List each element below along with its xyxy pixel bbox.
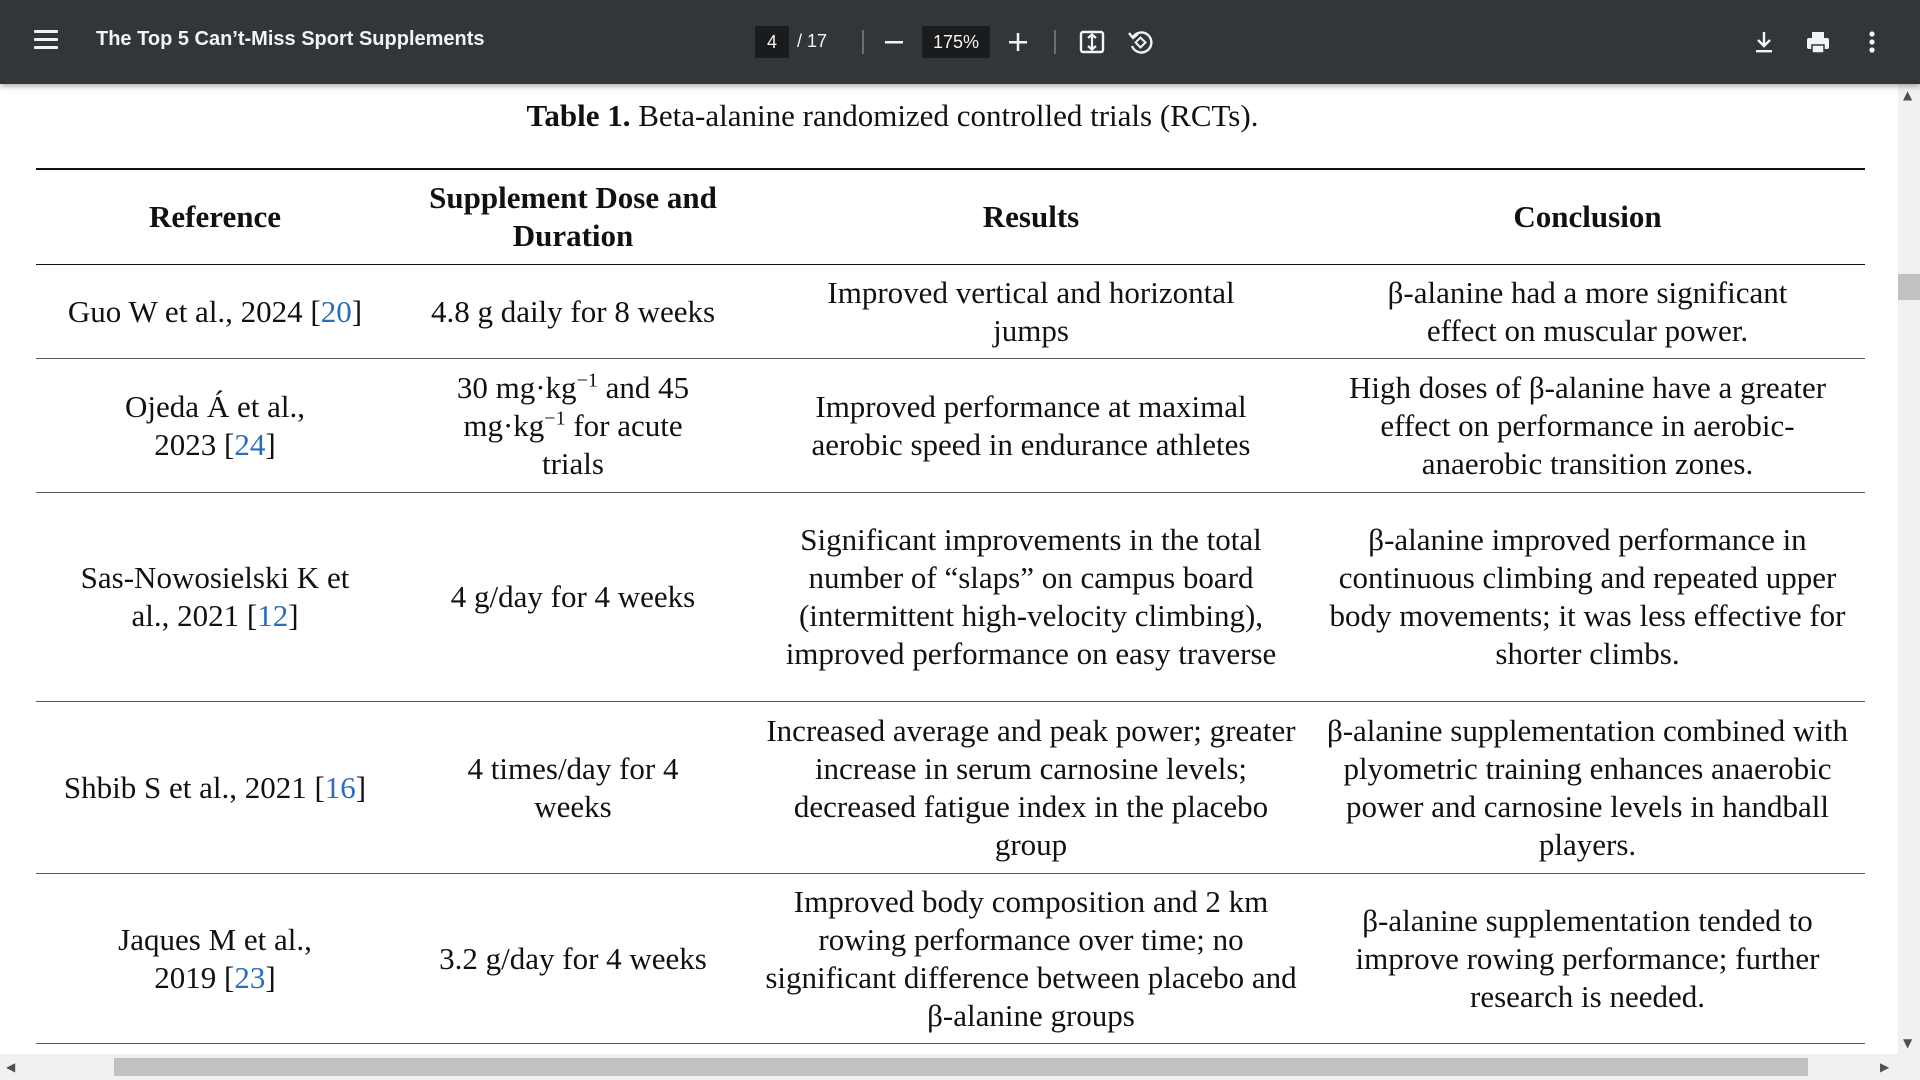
rotate-button[interactable] [1122,24,1158,60]
cell-dose: 4.8 g daily for 8 weeks [430,293,716,329]
cell-reference [36,702,394,874]
reference-text: Ojeda Á et al., 2023 [ [125,388,305,462]
cell-conclusion: β-alanine supplementation combined with plyometric training enhances anaerobic power and carnosine levels in handball players. [1326,712,1849,862]
print-icon [1800,24,1836,60]
reference-text: Sas-Nowosielski K et al., 2021 [ [80,560,350,633]
dose-text: and 45 mg·kg [463,369,690,443]
reference-text: Guo W et al., 2024 [ [67,293,321,329]
cell-results: Improved performance at maximal aerobic speed in endurance athletes [811,388,1251,462]
document-viewport [0,84,1898,1054]
cell-reference [36,265,394,359]
table-caption [0,98,1785,134]
page-total: / 17 [797,31,828,51]
fit-page-icon [1074,24,1110,60]
reference-bracket: ] [265,426,276,462]
scroll-up-arrow-icon[interactable]: ▲ [1903,88,1913,102]
table-row [36,702,1865,874]
cell-dose: 4 times/day for 4 weeks [467,750,679,824]
cell-reference [36,874,394,1044]
cell-results: Significant improvements in the total number of “slaps” on campus board (intermittent high-velocity climbing), improved performance on easy traverse [785,522,1277,671]
cell-reference [36,493,394,702]
document-title: The Top 5 Can’t-Miss Sport Supplements [96,28,485,50]
rct-table [36,168,1865,1044]
more-icon [1854,24,1890,60]
download-icon [1746,24,1782,60]
zoom-out-button[interactable] [876,24,912,60]
toolbar-divider [862,30,864,54]
cell-results: Improved vertical and horizontal jumps [827,274,1235,348]
cell-conclusion: High doses of β-alanine have a greater effect on performance in aerobic-anaerobic transition zones. [1348,369,1827,481]
fit-page-button[interactable] [1074,24,1110,60]
citation-link[interactable]: 12 [257,598,289,633]
reference-text: Jaques M et al., 2019 [ [118,921,312,995]
dose-text: for acute trials [542,407,683,481]
more-options-button[interactable] [1854,24,1890,60]
citation-link[interactable]: 16 [324,769,356,805]
cell-reference [36,359,394,493]
reference-text: Shbib S et al., 2021 [ [63,769,325,805]
cell-dose [394,359,752,493]
table-row [36,874,1865,1044]
table-caption-label: Table 1. [526,98,631,133]
pdf-toolbar [0,0,1920,84]
cell-dose: 4 g/day for 4 weeks [450,579,696,614]
table-header-row [36,169,1865,265]
reference-bracket: ] [265,959,276,995]
print-button[interactable] [1800,24,1836,60]
header-reference: Reference [149,199,281,234]
zoom-out-icon [876,24,912,60]
header-dose: Supplement Dose and Duration [429,180,717,253]
scroll-right-arrow-icon[interactable]: ▶ [1880,1060,1890,1074]
scroll-left-arrow-icon[interactable]: ◀ [6,1060,16,1074]
cell-results: Improved body composition and 2 km rowing performance over time; no significant difference between placebo and β-alanine groups [765,883,1297,1033]
vertical-scroll-thumb[interactable] [1898,274,1920,300]
reference-bracket: ] [355,769,367,805]
download-button[interactable] [1746,24,1782,60]
cell-conclusion: β-alanine improved performance in continuous climbing and repeated upper body movements; it was less effective for shorter climbs. [1329,522,1846,671]
horizontal-scroll-thumb[interactable] [114,1058,1808,1076]
dose-exponent: −1 [576,369,598,392]
zoom-in-button[interactable] [1000,24,1036,60]
reference-bracket: ] [288,598,299,633]
rotate-icon [1122,24,1158,60]
table-caption-text: Beta-alanine randomized controlled trials (RCTs). [630,98,1259,133]
cell-conclusion: β-alanine supplementation tended to improve rowing performance; further research is needed. [1355,902,1820,1014]
zoom-in-icon [1000,24,1036,60]
scroll-down-arrow-icon[interactable]: ▼ [1903,1036,1913,1050]
citation-link[interactable]: 23 [234,959,266,995]
header-results: Results [982,199,1080,234]
reference-bracket: ] [351,293,363,329]
header-conclusion: Conclusion [1513,199,1662,234]
citation-link[interactable]: 24 [234,426,266,462]
citation-link[interactable]: 20 [320,293,352,329]
dose-exponent: −1 [544,407,566,430]
toolbar-divider [1054,30,1056,54]
table-row [36,265,1865,359]
vertical-scrollbar[interactable] [1898,84,1920,1054]
page-number-input[interactable] [755,26,789,58]
zoom-input[interactable] [922,26,990,58]
cell-dose: 3.2 g/day for 4 weeks [439,940,707,976]
dose-text: 30 mg·kg [456,369,577,405]
cell-conclusion: β-alanine had a more significant effect on muscular power. [1387,274,1788,348]
table-row [36,359,1865,493]
cell-results: Increased average and peak power; greater increase in serum carnosine levels; decreased fatigue index in the placebo group [766,712,1296,862]
menu-icon[interactable] [34,30,60,52]
table-row [36,493,1865,702]
